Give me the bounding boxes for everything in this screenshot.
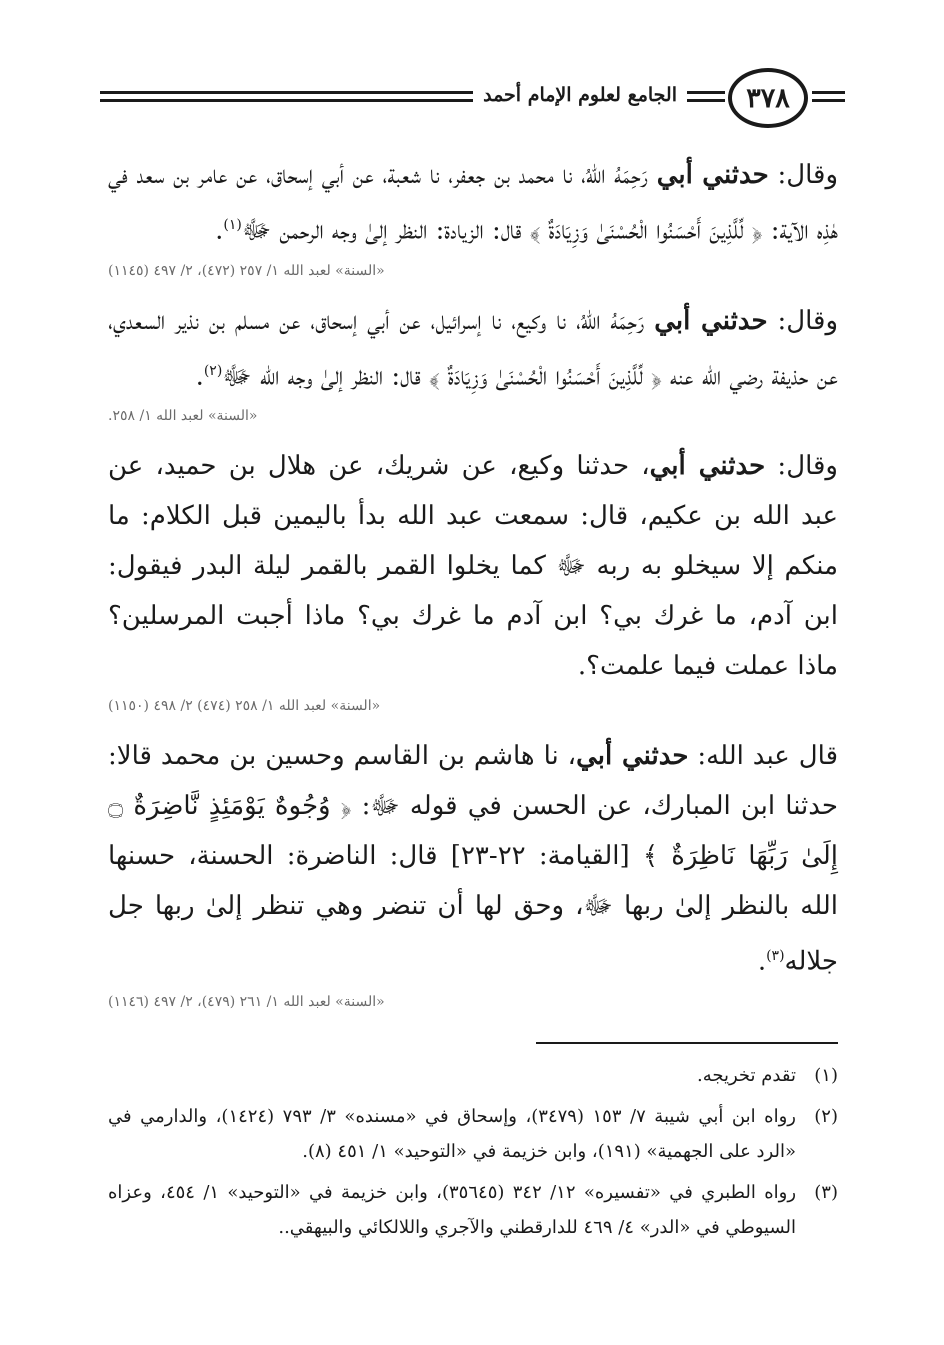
main-text — [108, 150, 838, 1027]
narration-text: ، حدثنا وكيع، عن شريك، عن هلال بن حميد، عن عبد الله بن عكيم، قال: سمعت عبد الله بدأ باليمين قبل الكلام: ما منكم إلا سيخلو به ربه ﷻ كما يخلوا القمر بالقمر ليلة البدر فيقول: ابن آدم، ما غرك بي؟ ابن آدم ما غرك بي؟ ماذا أجبت المرسلين؟ ماذا عملت فيما علمت؟ — [108, 451, 838, 682]
narration-bold: حدثني أبي — [656, 160, 769, 190]
narration-bold: حدثني أبي — [649, 451, 766, 482]
footnote-1 — [108, 1058, 838, 1093]
source-ref-3: «السنة» لعبد الله ١/ ٢٥٨ (٤٧٤) ٢/ ٤٩٨ (١١٥٠) — [108, 698, 381, 715]
narration-end: . — [757, 946, 767, 977]
narration-text: رَحِمَهُ اللهُ، نا محمد بن جعفر، نا شعبة، عن أبي إسحاق، عن عامر بن سعد في هٰذِه الآية: ﴿ لِّلَّذِينَ أَحْسَنُوا الْحُسْنَىٰ وَزِيَادَةٌ ﴾ قال: الزيادة: النظر إلىٰ وجه الرحمن ﷻ — [108, 160, 838, 246]
narration-bold: حدثني أبي — [654, 305, 768, 336]
footnote-3 — [108, 1175, 838, 1245]
footnote-ref: (٣) — [766, 948, 785, 965]
narration-text: رَحِمَهُ اللهُ، نا وكيع، نا إسرائيل، عن أبي إسحاق، عن مسلم بن نذير السعدي، عن حذيفة رضي الله عنه ﴿ لِّلَّذِينَ أَحْسَنُوا الْحُسْنَىٰ وَزِيَادَةٌ ﴾ قال: النظر إلىٰ وجه الله ﷻ — [108, 305, 838, 392]
narration-end: . — [195, 361, 204, 392]
footnote-ref: (١) — [223, 217, 242, 233]
narration-3 — [108, 441, 838, 691]
header-rule-right — [812, 91, 845, 102]
footnote-number: (١) — [814, 1065, 838, 1086]
narration-end: . — [577, 651, 587, 682]
footnote-text: تقدم تخريجه. — [697, 1065, 796, 1086]
header-rule-left — [100, 91, 170, 102]
page-header — [100, 70, 845, 142]
footnotes — [108, 1058, 838, 1251]
footnote-2 — [108, 1099, 838, 1169]
footnote-separator — [536, 1042, 838, 1044]
running-title: الجامع لعلوم الإمام أحمد — [473, 84, 687, 106]
narration-text: ، نا هاشم بن القاسم وحسين بن محمد قالا: حدثنا ابن المبارك، عن الحسن في قوله ﷻ: ﴿ وُجُوهٌ يَوْمَئِذٍ نَّاضِرَةٌ ۝ إِلَىٰ رَبِّهَا نَاظِرَةٌ ﴾ [القيامة: ٢٢-٢٣] قال: الناضرة: الحسنة، حسنها الله بالنظر إلىٰ ربها ﷻ، وحق لها أن تنضر وهي تنظر إلىٰ ربها جل جلاله — [108, 741, 838, 977]
page-number: ٣٧٨ — [728, 68, 808, 128]
narration-prefix: وقال: — [768, 160, 838, 190]
footnote-number: (٢) — [814, 1106, 838, 1127]
footnote-text: رواه الطبري في «تفسيره» ١٢/ ٣٤٢ (٣٥٦٤٥)، وابن خزيمة في «التوحيد» ١/ ٤٥٤، وعزاه السيوطي في «الدر» ٤/ ٤٦٩ للدارقطني والآجري واللالكائي والبيهقي.. — [108, 1182, 797, 1238]
footnote-ref: (٢) — [203, 362, 223, 379]
source-ref-1: «السنة» لعبد الله ١/ ٢٥٧ (٤٧٢)، ٢/ ٤٩٧ (١١٤٥) — [108, 262, 385, 279]
narration-prefix: وقال: — [767, 305, 839, 336]
narration-bold: حدثني أبي — [576, 741, 689, 772]
footnote-text: رواه ابن أبي شيبة ٧/ ١٥٣ (٣٤٧٩)، وإسحاق في «مسنده» ٣/ ٧٩٣ (١٤٢٤)، والدارمي في «الرد على الجهمية» (١٩١)، وابن خزيمة في «التوحيد» ١/ ٤٥١ (٨). — [108, 1106, 796, 1162]
narration-prefix: قال عبد الله: — [688, 741, 839, 772]
narration-2 — [108, 296, 838, 402]
narration-4 — [108, 731, 838, 987]
source-ref-2: «السنة» لعبد الله ١/ ٢٥٨. — [108, 408, 258, 425]
footnote-number: (٣) — [814, 1182, 838, 1203]
narration-end: . — [215, 215, 224, 246]
narration-prefix: وقال: — [765, 451, 838, 482]
narration-1 — [108, 150, 838, 256]
source-ref-4: «السنة» لعبد الله ١/ ٢٦١ (٤٧٩)، ٢/ ٤٩٧ (١١٤٦) — [108, 993, 385, 1010]
